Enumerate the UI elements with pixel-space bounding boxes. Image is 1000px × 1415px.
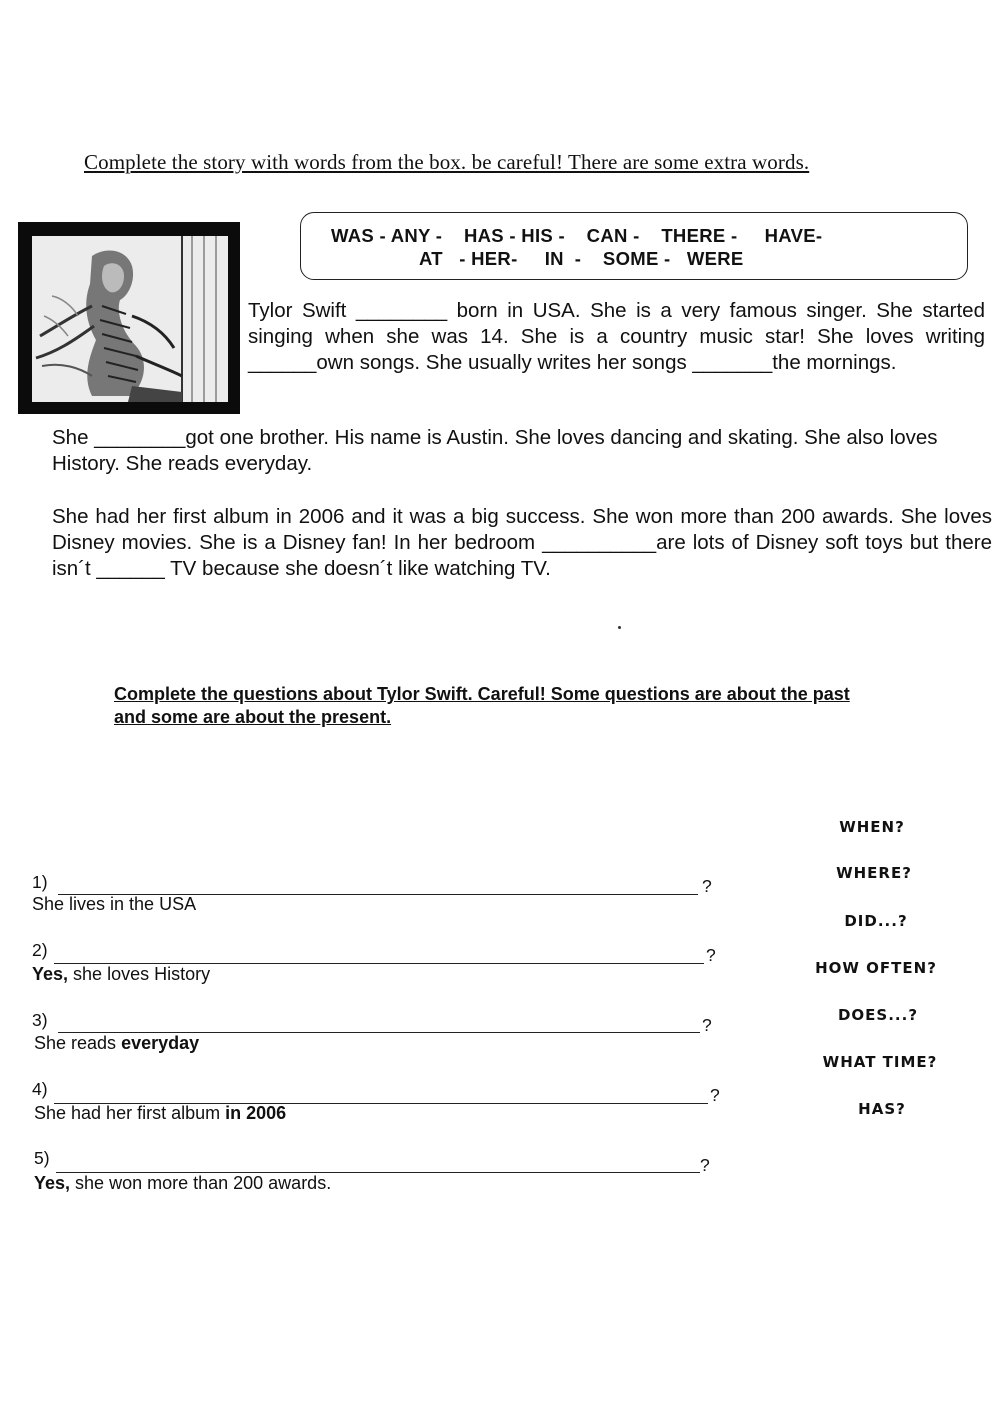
question-3-number: 3) xyxy=(32,1010,48,1030)
tylor-swift-photo xyxy=(18,222,240,414)
question-2-answer-bold: Yes, xyxy=(32,964,69,984)
stray-dot xyxy=(618,626,621,629)
question-1-mark: ? xyxy=(702,876,712,896)
question-2-answer-text: she loves History xyxy=(68,964,211,984)
question-4-mark: ? xyxy=(710,1085,720,1105)
singer-sketch-icon xyxy=(32,236,228,402)
word-box-row-2: AT - HER- IN - SOME - WERE xyxy=(419,248,744,269)
story-instruction: Complete the story with words from the box. be careful! There are some extra words. xyxy=(84,150,810,174)
question-5-number: 5) xyxy=(34,1148,50,1168)
question-2-answer xyxy=(32,964,210,985)
question-4-answer-text: She had her first album xyxy=(34,1103,226,1123)
question-2-mark: ? xyxy=(706,945,716,965)
question-5-answer-bold: Yes, xyxy=(34,1173,71,1193)
question-word-what-time: WHAT TIME? xyxy=(822,1053,938,1071)
question-3-answer-text: She reads xyxy=(34,1033,122,1053)
question-5-mark: ? xyxy=(700,1155,710,1175)
question-4-number: 4) xyxy=(32,1079,48,1099)
word-box-row-1: WAS - ANY - HAS - HIS - CAN - THERE - HAVE- xyxy=(331,225,823,246)
question-1-answer xyxy=(32,894,196,915)
word-box xyxy=(300,212,968,280)
story-paragraph-3: She had her first album in 2006 and it was a big success. She won more than 200 awards. She loves Disney movies. She is a Disney fan! In her bedroom __________are lots of Disney soft toys but there isn´t ______ TV because she doesn´t like watching TV. xyxy=(52,505,992,580)
question-5-answer-text: she won more than 200 awards. xyxy=(70,1173,332,1193)
question-1-answer-text: She lives in the USA xyxy=(32,894,197,914)
question-4-answer-bold: in 2006 xyxy=(225,1103,287,1123)
question-word-when: WHEN? xyxy=(839,818,905,836)
question-3-answer xyxy=(34,1033,199,1054)
question-1-number: 1) xyxy=(32,872,48,892)
question-4-answer xyxy=(34,1103,286,1124)
question-word-how-often: HOW OFTEN? xyxy=(815,959,937,977)
question-word-has: HAS? xyxy=(858,1100,906,1118)
questions-instruction: Complete the questions about Tylor Swift. Careful! Some questions are about the past and some are about the present. xyxy=(114,684,850,727)
question-word-where: WHERE? xyxy=(836,864,912,882)
question-5-answer xyxy=(34,1173,331,1194)
question-word-did: DID...? xyxy=(844,912,908,930)
story-paragraph-1: Tylor Swift ________ born in USA. She is a very famous singer. She started singing when she was 14. She is a country music star! She loves writing ______own songs. She usually writes her songs _______the mornings. xyxy=(248,299,985,374)
story-paragraph-2: She ________got one brother. His name is Austin. She loves dancing and skating. She also loves History. She reads everyday. xyxy=(52,426,938,475)
question-2-number: 2) xyxy=(32,940,48,960)
question-3-mark: ? xyxy=(702,1015,712,1035)
question-3-answer-bold: everyday xyxy=(121,1033,200,1053)
question-word-does: DOES...? xyxy=(837,1006,919,1024)
